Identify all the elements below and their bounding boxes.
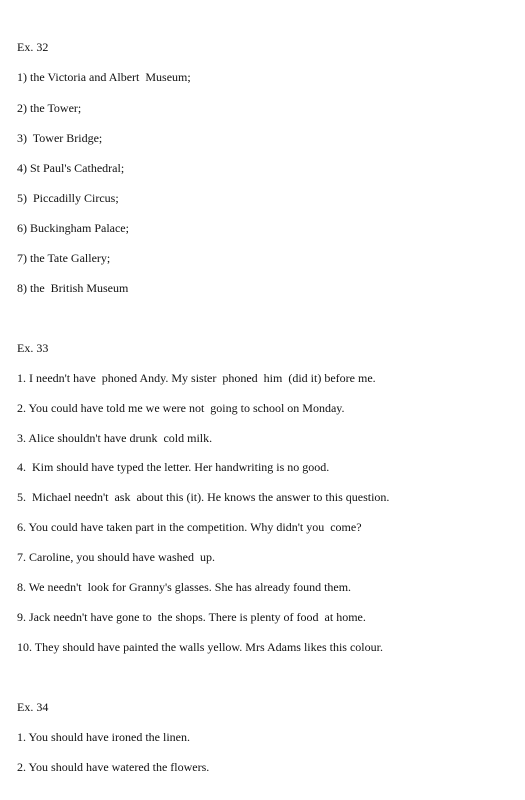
ex32-item-4: 4) St Paul's Cathedral; (17, 161, 125, 175)
ex34-item-2: 2. You should have watered the flowers. (17, 760, 210, 774)
ex32-heading: Ex. 32 (17, 40, 49, 54)
ex32-item-2: 2) the Tower; (17, 101, 82, 115)
ex33-item-1: 1. I needn't have phoned Andy. My sister phoned him (did it) before me. (17, 371, 376, 385)
ex33-item-4: 4. Kim should have typed the letter. Her handwriting is no good. (17, 460, 330, 474)
ex33-item-6: 6. You could have taken part in the competition. Why didn't you come? (17, 520, 362, 534)
ex32-item-5: 5) Piccadilly Circus; (17, 191, 119, 205)
ex32-item-6: 6) Buckingham Palace; (17, 221, 129, 235)
ex33-item-3: 3. Alice shouldn't have drunk cold milk. (17, 431, 213, 445)
ex33-item-10: 10. They should have painted the walls yellow. Mrs Adams likes this colour. (17, 640, 383, 654)
ex33-item-5: 5. Michael needn't ask about this (it). He knows the answer to this question. (17, 490, 390, 504)
ex32-item-7: 7) the Tate Gallery; (17, 251, 111, 265)
ex33-item-8: 8. We needn't look for Granny's glasses. She has already found them. (17, 580, 352, 594)
ex32-item-3: 3) Tower Bridge; (17, 131, 103, 145)
ex34-heading: Ex. 34 (17, 700, 49, 714)
ex33-heading: Ex. 33 (17, 341, 49, 355)
ex32-item-1: 1) the Victoria and Albert Museum; (17, 70, 191, 84)
ex33-item-7: 7. Caroline, you should have washed up. (17, 550, 215, 564)
ex34-item-1: 1. You should have ironed the linen. (17, 730, 190, 744)
ex33-item-9: 9. Jack needn't have gone to the shops. There is plenty of food at home. (17, 610, 366, 624)
ex33-item-2: 2. You could have told me we were not going to school on Monday. (17, 401, 345, 415)
ex32-item-8: 8) the British Museum (17, 281, 129, 295)
